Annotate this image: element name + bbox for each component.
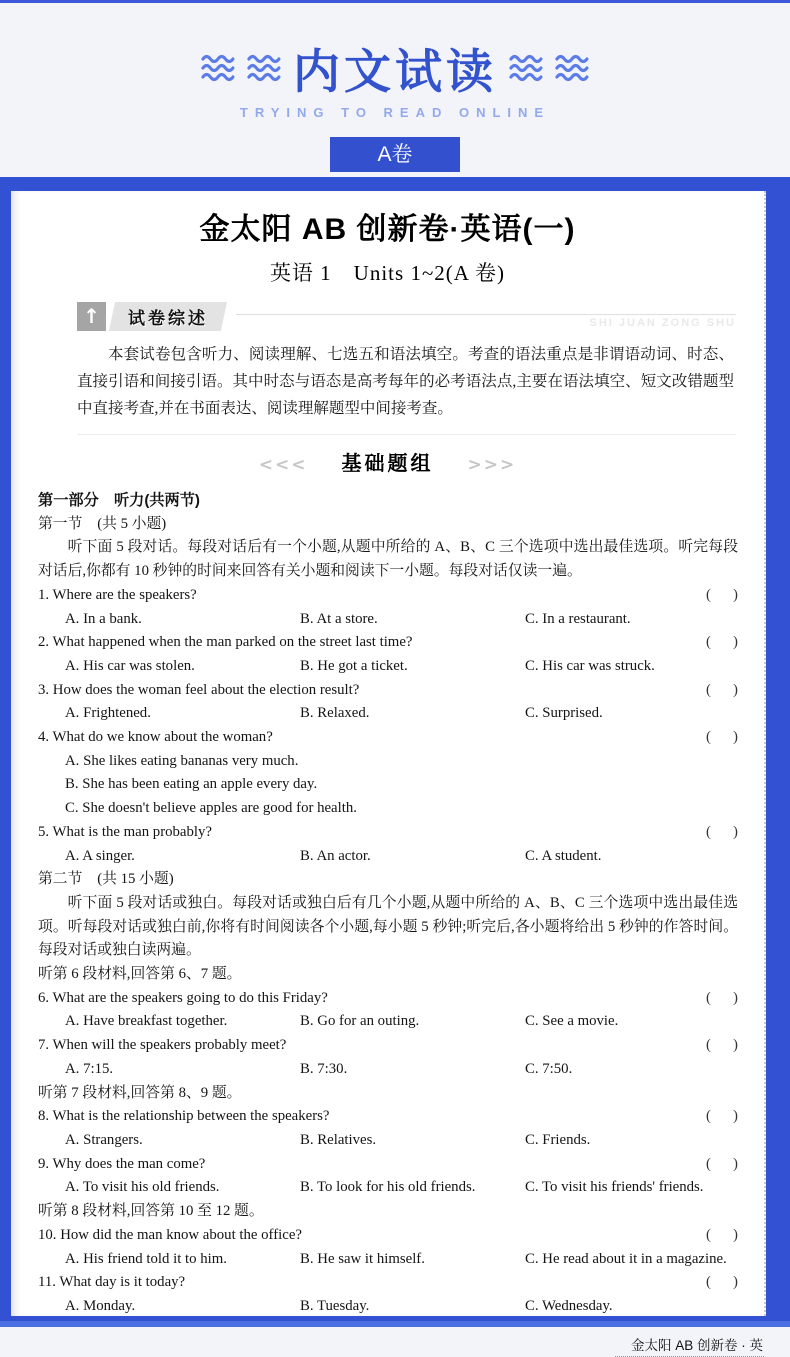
- answer-bracket: ( ): [705, 1108, 738, 1125]
- option-cell: A. To visit his old friends.: [65, 1179, 220, 1196]
- plain-row: 第一节 (共 5 小题): [38, 515, 167, 532]
- wave-icon: [509, 53, 543, 83]
- question-text: 8. What is the relationship between the speakers?: [38, 1108, 330, 1125]
- option-line: A. She likes eating bananas very much.: [65, 752, 299, 769]
- options-row: [11, 845, 764, 869]
- question-row: [11, 987, 764, 1011]
- exam-body: [11, 489, 764, 1319]
- option-cell: A. 7:15.: [65, 1060, 114, 1077]
- answer-bracket: ( ): [705, 729, 738, 746]
- question-text: 10. How did the man know about the office?: [38, 1226, 302, 1243]
- option-cell: C. See a movie.: [525, 1013, 619, 1030]
- option-cell: A. His car was stolen.: [65, 657, 195, 674]
- question-text: 11. What day is it today?: [38, 1274, 186, 1291]
- question-row: [11, 679, 764, 703]
- option-line: C. She doesn't believe apples are good for health.: [65, 800, 357, 817]
- left-chevrons-icon: <<<: [258, 455, 308, 475]
- answer-bracket: ( ): [705, 681, 738, 698]
- question-text: 7. When will the speakers probably meet?: [38, 1037, 287, 1054]
- options-row: [11, 1010, 764, 1034]
- question-text: 5. What is the man probably?: [38, 823, 212, 840]
- options-row: [11, 1176, 764, 1200]
- exam-page: [11, 191, 766, 1353]
- option-cell: A. Monday.: [65, 1297, 136, 1314]
- question-row: [11, 726, 764, 750]
- answer-bracket: ( ): [705, 1037, 738, 1054]
- option-cell: C. 7:50.: [525, 1060, 573, 1077]
- answer-bracket: ( ): [705, 1274, 738, 1291]
- option-cell: B. He got a ticket.: [300, 657, 408, 674]
- option-cell: A. In a bank.: [65, 610, 142, 627]
- wave-icon: [201, 53, 235, 83]
- question-text: 4. What do we know about the woman?: [38, 729, 273, 746]
- options-row: [11, 1295, 764, 1319]
- option-cell: B. Relatives.: [300, 1131, 377, 1148]
- answer-bracket: ( ): [705, 1155, 738, 1172]
- group-banner-label: 基础题组: [341, 453, 434, 475]
- para-row: 听下面 5 段对话。每段对话后有一个小题,从题中所给的 A、B、C 三个选项中选出最佳选项。听完每段对话后,你都有 10 秒钟的时间来回答有关小题和阅读下一小题。每段对话仅读一遍。: [38, 539, 738, 580]
- options-row: [11, 608, 764, 632]
- page-frame: [0, 177, 790, 1353]
- option-cell: B. An actor.: [300, 847, 371, 864]
- question-row: [11, 1271, 764, 1295]
- option-cell: B. At a store.: [300, 610, 378, 627]
- question-row: [11, 1105, 764, 1129]
- option-cell: A. Have breakfast together.: [65, 1013, 228, 1030]
- question-text: 3. How does the woman feel about the election result?: [38, 681, 360, 698]
- option-cell: A. Strangers.: [65, 1131, 143, 1148]
- question-row: [11, 1153, 764, 1177]
- option-cell: A. A singer.: [65, 847, 135, 864]
- wave-icon: [247, 53, 281, 83]
- material-row: 听第 7 段材料,回答第 8、9 题。: [38, 1084, 242, 1101]
- option-cell: B. Relaxed.: [300, 705, 370, 722]
- overview-body: 本套试卷包含听力、阅读理解、七选五和语法填空。考查的语法重点是非谓语动词、时态、直接引语和间接引语。其中时态与语态是高考每年的必考语法点,主要在语法填空、短文改错题型中直接考查,并在书面表达、阅读理解题型中间接考查。: [77, 346, 734, 417]
- options-row: [11, 1129, 764, 1153]
- question-text: 9. Why does the man come?: [38, 1155, 206, 1172]
- option-cell: C. Friends.: [525, 1131, 591, 1148]
- option-cell: C. A student.: [525, 847, 602, 864]
- para-row: 听下面 5 段对话或独白。每段对话或独白后有几个小题,从题中所给的 A、B、C 三个选项中选出最佳选项。听每段对话或独白前,你将有时间阅读各个小题,每小题 5 秒钟;听完后,各小题将给出 5 秒钟的作答时间。每段对话或独白读两遍。: [38, 894, 738, 959]
- options-row: [11, 1058, 764, 1082]
- option-line: B. She has been eating an apple every day.: [65, 776, 318, 793]
- option-cell: B. Tuesday.: [300, 1297, 370, 1314]
- option-cell: C. To visit his friends' friends.: [525, 1179, 704, 1196]
- up-arrow-icon: ↑: [77, 302, 106, 331]
- options-row: [11, 1248, 764, 1272]
- question-row: [11, 1034, 764, 1058]
- answer-bracket: ( ): [705, 989, 738, 1006]
- option-cell: C. Surprised.: [525, 705, 603, 722]
- volume-a-badge[interactable]: A卷: [330, 137, 460, 172]
- option-cell: C. He read about it in a magazine.: [525, 1250, 727, 1267]
- group-banner: [11, 449, 764, 479]
- answer-bracket: ( ): [705, 634, 738, 651]
- material-row: 听第 6 段材料,回答第 6、7 题。: [38, 966, 242, 983]
- paper-subtitle: 英语 1 Units 1~2(A 卷): [269, 261, 506, 285]
- question-row: [11, 631, 764, 655]
- question-row: [11, 584, 764, 608]
- heading-row: 第一部分 听力(共两节): [38, 492, 200, 509]
- material-row: 听第 8 段材料,回答第 10 至 12 题。: [38, 1203, 264, 1220]
- question-row: [11, 1224, 764, 1248]
- overview-watermark: SHI JUAN ZONG SHU: [589, 317, 736, 329]
- option-cell: B. Go for an outing.: [300, 1013, 420, 1030]
- overview-box: [77, 302, 736, 435]
- answer-bracket: ( ): [705, 823, 738, 840]
- overview-rule: [236, 314, 736, 315]
- options-row: [11, 655, 764, 679]
- footer-text: 金太阳 AB 创新卷 · 英: [615, 1338, 764, 1357]
- question-text: 1. Where are the speakers?: [38, 586, 197, 603]
- answer-bracket: ( ): [705, 1226, 738, 1243]
- option-cell: C. In a restaurant.: [525, 610, 631, 627]
- promo-banner: [0, 3, 790, 172]
- options-row: [11, 702, 764, 726]
- options-stacked: [11, 750, 764, 821]
- option-cell: A. His friend told it to him.: [65, 1250, 227, 1267]
- banner-subtitle: TRYING TO READ ONLINE: [239, 105, 551, 120]
- paper-title: 金太阳 AB 创新卷·英语(一): [199, 213, 576, 246]
- option-cell: B. To look for his old friends.: [300, 1179, 476, 1196]
- question-text: 2. What happened when the man parked on the street last time?: [38, 634, 413, 651]
- question-text: 6. What are the speakers going to do this Friday?: [38, 989, 328, 1006]
- option-cell: C. His car was struck.: [525, 657, 655, 674]
- option-cell: B. He saw it himself.: [300, 1250, 425, 1267]
- option-cell: A. Frightened.: [65, 705, 151, 722]
- wave-icon: [555, 53, 589, 83]
- right-chevrons-icon: >>>: [467, 455, 517, 475]
- answer-bracket: ( ): [705, 586, 738, 603]
- plain-row: 第二节 (共 15 小题): [38, 871, 174, 888]
- option-cell: C. Wednesday.: [525, 1297, 613, 1314]
- overview-label: 试卷综述: [109, 302, 227, 331]
- question-row: [11, 821, 764, 845]
- option-cell: B. 7:30.: [300, 1060, 348, 1077]
- banner-title: 内文试读: [293, 44, 497, 98]
- page-footer: [11, 1334, 764, 1355]
